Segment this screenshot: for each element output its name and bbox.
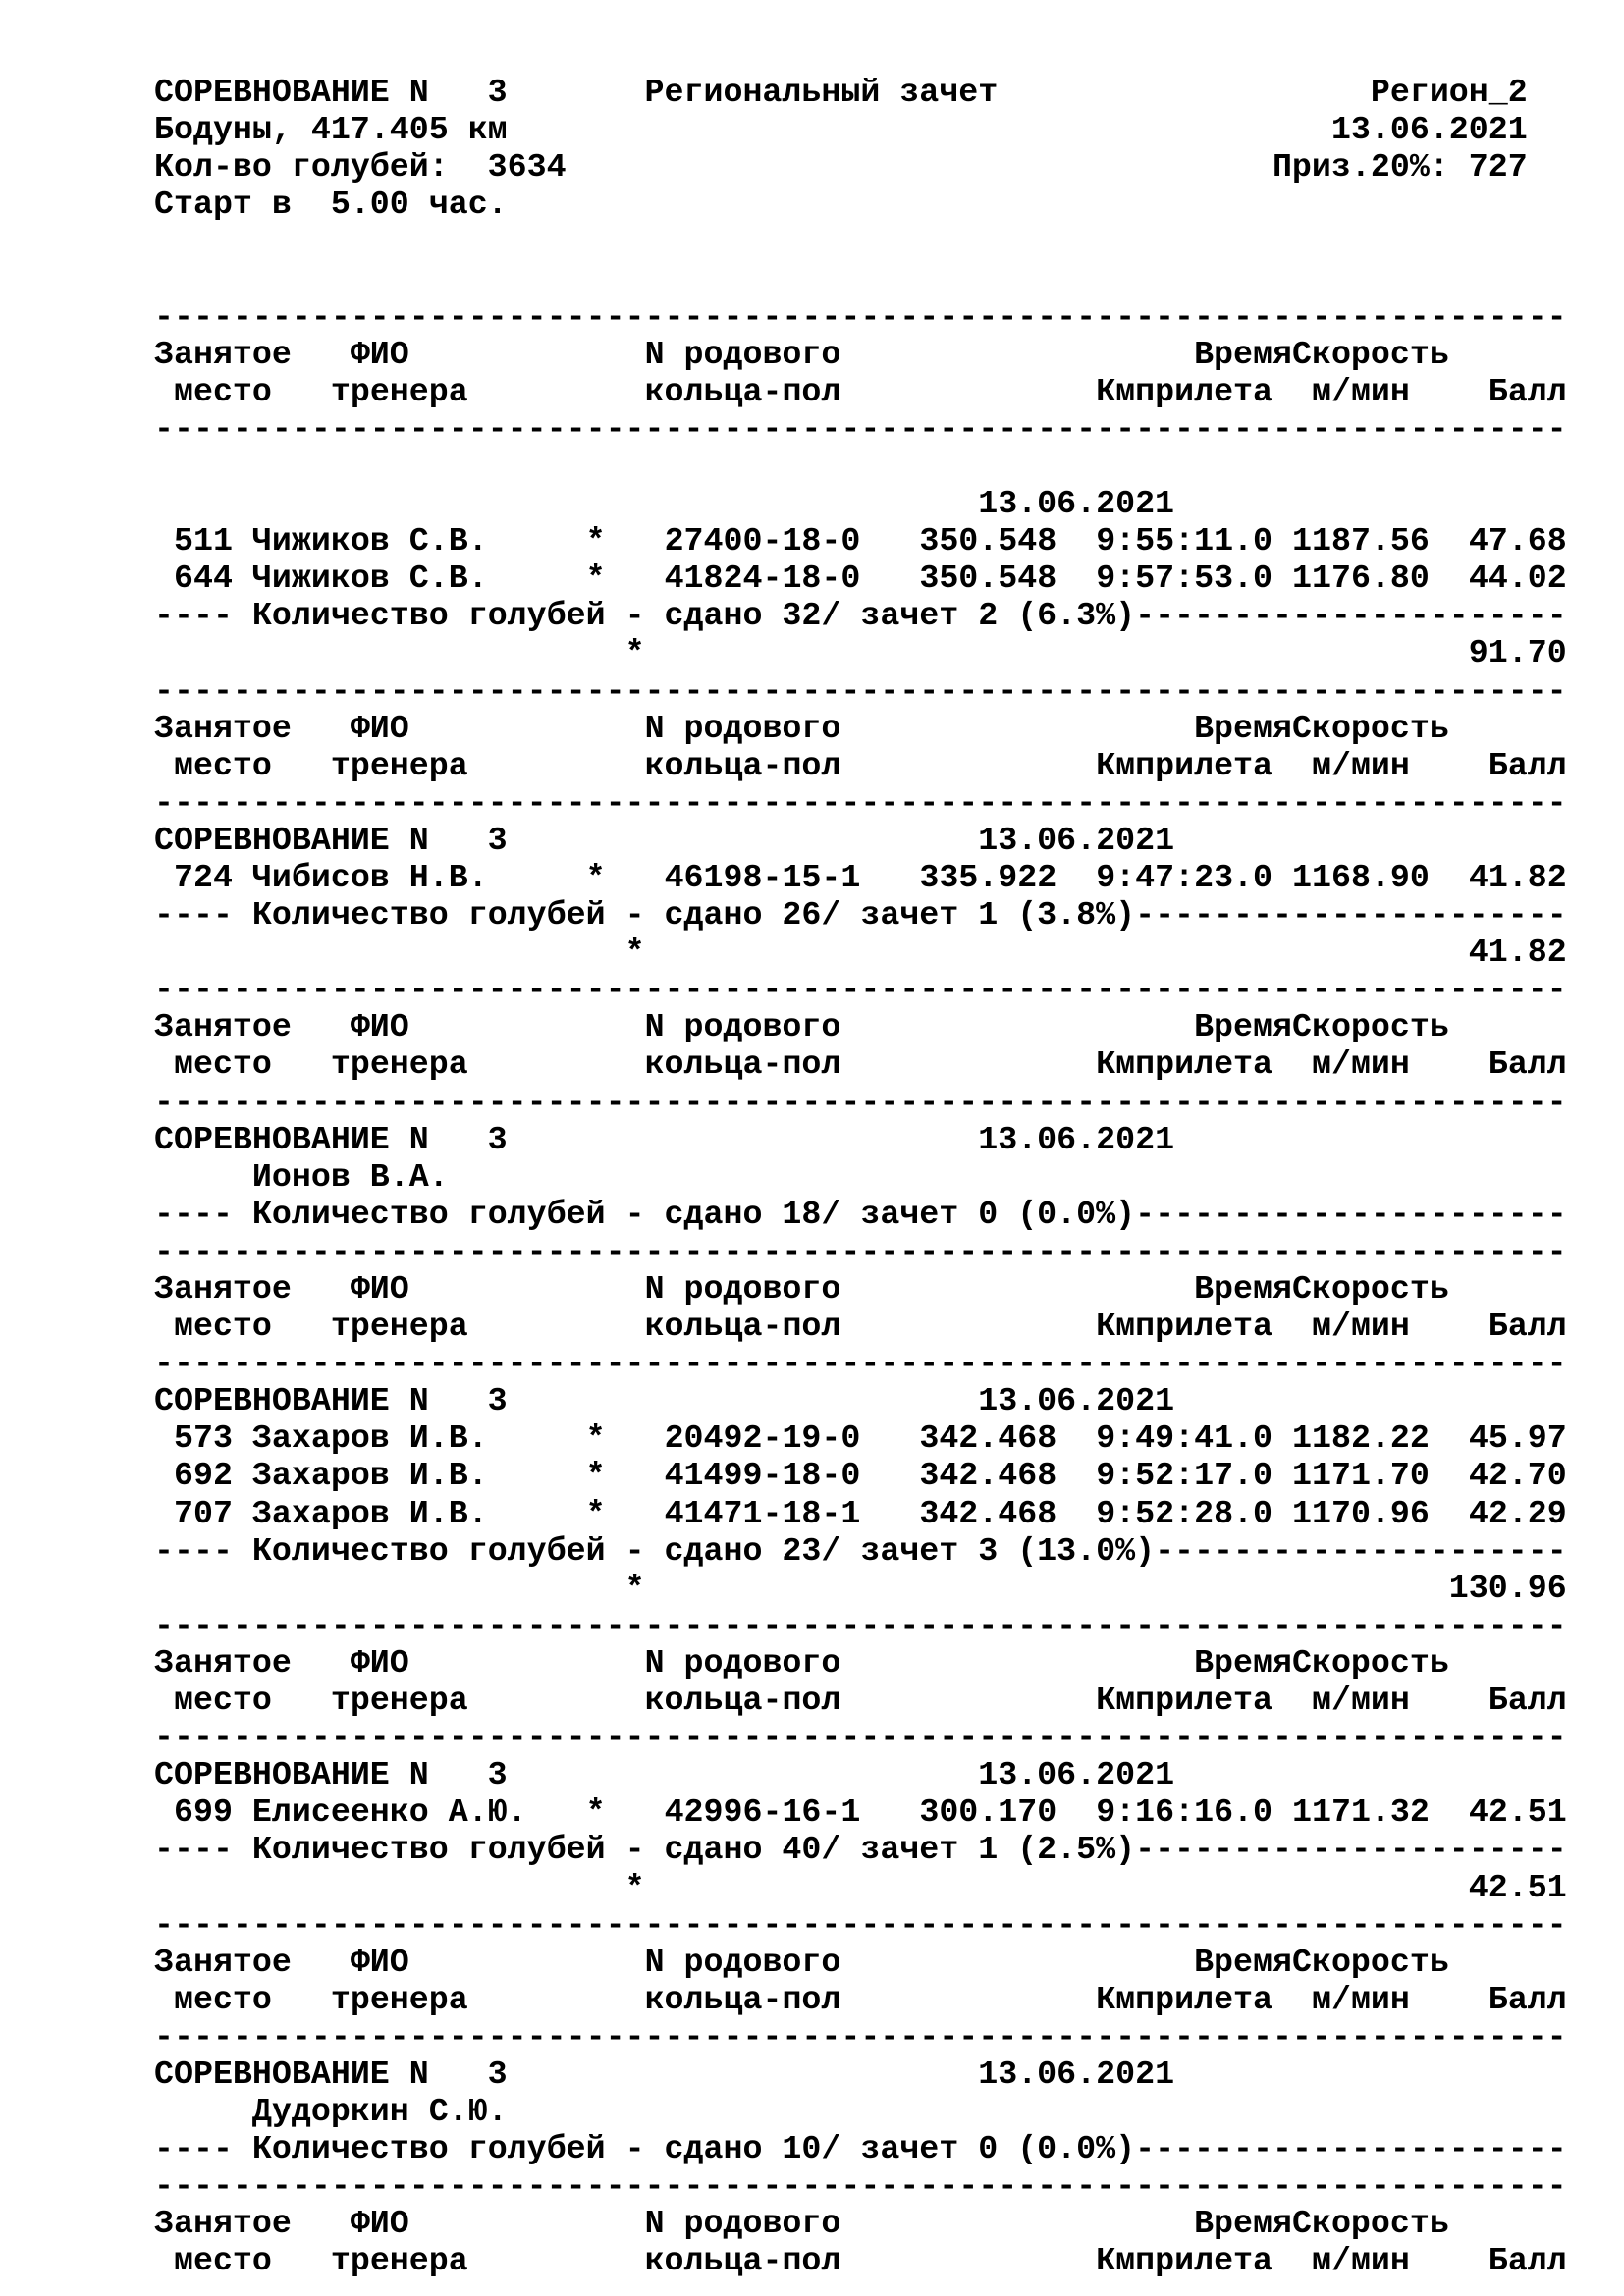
arrival-time: 9:57:53.0 [1096,560,1273,598]
result-row [154,1495,1607,1532]
speed: 1182.22 [1292,1419,1430,1458]
column-header-top [154,710,1607,747]
col-km-label: Км [1096,1682,1136,1720]
col-name-sublabel: тренера [330,1980,468,2018]
column-header-bottom [154,747,1607,784]
speed: 1171.32 [1292,1793,1430,1832]
arrival-time: 9:52:28.0 [1096,1494,1273,1532]
trainer-name: Захаров И.В. [251,1419,488,1458]
col-name-label: ФИО [350,709,409,747]
col-ring-label: N родового [644,1943,841,1981]
col-km-label: Км [1096,372,1136,410]
summary-text: Количество голубей - сдано 40/ зачет 1 (2.5%) [251,1831,1136,1869]
section-title: СОРЕВНОВАНИЕ N 3 [154,821,508,859]
col-speed-label: Скорость [1291,1270,1449,1308]
col-speed-sublabel: м/мин [1311,2242,1410,2280]
col-score-label: Балл [1488,1980,1567,2018]
rule-dashes: ------------------------------------------------------------------------ [154,1232,1567,1270]
section-total [154,634,1607,671]
dashed-rule [154,1233,1607,1270]
col-speed-sublabel: м/мин [1311,1980,1410,2018]
distance-km: 350.548 [919,522,1057,561]
col-ring-sublabel: кольца-пол [644,1682,841,1720]
blank-line [154,223,1607,260]
col-name-sublabel: тренера [330,372,468,410]
blank-line [154,260,1607,297]
scoring-type: Региональный зачет [644,74,999,111]
dashed-rule [154,2018,1607,2056]
col-time-sublabel: прилета [1135,1980,1273,2018]
col-speed-sublabel: м/мин [1311,1308,1410,1346]
col-speed-label: Скорость [1291,1008,1449,1046]
prize-info: Приз.20%: 727 [1272,148,1528,187]
col-name-label: ФИО [350,1643,409,1682]
col-time-sublabel: прилета [1135,1045,1273,1084]
section-total [154,934,1607,971]
section-date: 13.06.2021 [978,821,1175,859]
col-ring-label: N родового [644,335,841,373]
column-header-bottom [154,1981,1607,2018]
col-ring-label: N родового [644,1008,841,1046]
col-ring-sublabel: кольца-пол [644,1045,841,1084]
distance-km: 342.468 [919,1494,1057,1532]
col-name-sublabel: тренера [330,1045,468,1084]
section-header [154,1756,1607,1793]
rule-dashes: ------------------------------------------------------------------------ [154,409,1567,448]
section-date: 13.06.2021 [978,485,1175,523]
section-header [154,1382,1607,1419]
result-row [154,1419,1607,1457]
dashed-rule [154,1345,1607,1382]
col-speed-label: Скорость [1291,1943,1449,1981]
place: 573 [173,1419,233,1458]
arrival-time: 9:55:11.0 [1096,522,1273,561]
arrival-time: 9:49:41.0 [1096,1419,1273,1458]
rule-dashes: ------------------------------------------------------------------------ [154,1345,1567,1383]
mark: * [585,1457,606,1495]
summary-lead-dashes: ---- [154,1531,252,1570]
col-ring-sublabel: кольца-пол [644,746,841,784]
summary-text: Количество голубей - сдано 23/ зачет 3 (13.0%) [251,1531,1156,1570]
col-km-label: Км [1096,746,1136,784]
col-name-sublabel: тренера [330,1682,468,1720]
total-mark: * [624,1868,645,1906]
col-name-label: ФИО [350,1270,409,1308]
rule-dashes: ------------------------------------------------------------------------ [154,971,1567,1009]
col-ring-sublabel: кольца-пол [644,1980,841,2018]
col-place-sublabel: место [173,1682,272,1720]
summary-trail-dashes: ---------------------- [1135,2130,1567,2168]
summary-text: Количество голубей - сдано 18/ зачет 0 (0.0%) [251,1195,1136,1233]
speed: 1170.96 [1292,1494,1430,1532]
col-place-label: Занятое [154,709,292,747]
result-row [154,1793,1607,1831]
col-place-label: Занятое [154,2205,292,2243]
trainer-name: Захаров И.В. [251,1457,488,1495]
col-score-label: Балл [1488,1682,1567,1720]
place: 699 [173,1793,233,1832]
col-name-sublabel: тренера [330,2242,468,2280]
col-score-label: Балл [1488,2242,1567,2280]
place: 692 [173,1457,233,1495]
col-place-sublabel: место [173,1980,272,2018]
rule-dashes: ------------------------------------------------------------------------ [154,783,1567,822]
summary-trail-dashes: ---------------------- [1135,597,1567,635]
col-place-sublabel: место [173,2242,272,2280]
column-header-bottom [154,1682,1607,1719]
competition-date: 13.06.2021 [1330,111,1528,149]
dashed-rule [154,1906,1607,1944]
ring-number: 27400-18-0 [664,522,861,561]
col-time-sublabel: прилета [1135,746,1273,784]
mark: * [585,858,606,896]
distance-km: 300.170 [919,1793,1057,1832]
section-header [154,822,1607,859]
rule-dashes: ------------------------------------------------------------------------ [154,2167,1567,2206]
place: 724 [173,858,233,896]
section-date: 13.06.2021 [978,2055,1175,2093]
col-speed-label: Скорость [1291,709,1449,747]
speed: 1168.90 [1292,858,1430,896]
summary-lead-dashes: ---- [154,1831,252,1869]
summary-trail-dashes: ---------------------- [1135,896,1567,934]
summary-trail-dashes: ---------------------- [1135,1195,1567,1233]
column-header-top [154,2205,1607,2242]
dashed-rule [154,1607,1607,1644]
col-time-label: Время [1194,1943,1292,1981]
rule-dashes: ------------------------------------------------------------------------ [154,1719,1567,1757]
distance-km: 342.468 [919,1419,1057,1458]
col-place-sublabel: место [173,1045,272,1084]
score: 41.82 [1468,858,1567,896]
section-date: 13.06.2021 [978,1120,1175,1158]
ring-number: 41499-18-0 [664,1457,861,1495]
col-score-label: Балл [1488,1045,1567,1084]
distance-km: 350.548 [919,560,1057,598]
dashed-rule [154,784,1607,822]
column-header-top [154,1944,1607,1981]
section-summary [154,597,1607,634]
section-title: СОРЕВНОВАНИЕ N 3 [154,1756,508,1794]
col-place-label: Занятое [154,1270,292,1308]
blank-line [154,448,1607,485]
release-location: Бодуны, 417.405 км [154,111,508,149]
col-place-label: Занятое [154,1943,292,1981]
col-name-sublabel: тренера [330,1308,468,1346]
column-header-top [154,1008,1607,1045]
summary-trail-dashes: ---------------------- [1135,1831,1567,1869]
result-row [154,1457,1607,1494]
col-time-label: Время [1194,1008,1292,1046]
total-score: 91.70 [1468,634,1567,672]
start-time: Старт в 5.00 час. [154,186,508,224]
col-place-label: Занятое [154,1008,292,1046]
col-time-sublabel: прилета [1135,372,1273,410]
col-time-label: Время [1194,1643,1292,1682]
total-mark: * [624,1569,645,1607]
dashed-rule [154,298,1607,336]
rule-dashes: ------------------------------------------------------------------------ [154,1905,1567,1944]
col-ring-sublabel: кольца-пол [644,2242,841,2280]
trainer-name: Чижиков С.В. [251,522,488,561]
col-score-label: Балл [1488,746,1567,784]
col-speed-label: Скорость [1291,2205,1449,2243]
summary-text: Количество голубей - сдано 26/ зачет 1 (3.8%) [251,896,1136,934]
summary-lead-dashes: ---- [154,2130,252,2168]
header-line-1 [154,74,1607,111]
col-name-label: ФИО [350,1943,409,1981]
summary-lead-dashes: ---- [154,1195,252,1233]
col-km-label: Км [1096,1045,1136,1084]
summary-trail-dashes: --------------------- [1155,1531,1567,1570]
result-row [154,859,1607,896]
col-place-label: Занятое [154,335,292,373]
col-score-label: Балл [1488,372,1567,410]
col-place-sublabel: место [173,372,272,410]
rule-dashes: ------------------------------------------------------------------------ [154,1606,1567,1644]
column-header-bottom [154,2242,1607,2279]
col-time-sublabel: прилета [1135,1682,1273,1720]
trainer-name: Елисеенко А.Ю. [251,1793,527,1832]
col-ring-label: N родового [644,709,841,747]
col-name-sublabel: тренера [330,746,468,784]
section-summary [154,2130,1607,2167]
score: 45.97 [1468,1419,1567,1458]
rule-dashes: ------------------------------------------------------------------------ [154,671,1567,710]
col-time-sublabel: прилета [1135,1308,1273,1346]
dashed-rule [154,410,1607,448]
mark: * [585,1494,606,1532]
place: 511 [173,522,233,561]
column-header-top [154,336,1607,373]
col-time-label: Время [1194,709,1292,747]
section-summary [154,896,1607,934]
ring-number: 42996-16-1 [664,1793,861,1832]
rule-dashes: ------------------------------------------------------------------------ [154,297,1567,336]
score: 42.70 [1468,1457,1567,1495]
col-name-label: ФИО [350,1008,409,1046]
total-mark: * [624,634,645,672]
mark: * [585,560,606,598]
rule-dashes: ------------------------------------------------------------------------ [154,2017,1567,2056]
trainer-name-only [154,1158,1607,1196]
col-speed-label: Скорость [1291,1643,1449,1682]
col-speed-sublabel: м/мин [1311,372,1410,410]
total-score: 42.51 [1468,1868,1567,1906]
col-ring-label: N родового [644,2205,841,2243]
rule-dashes: ------------------------------------------------------------------------ [154,1083,1567,1121]
distance-km: 342.468 [919,1457,1057,1495]
score: 42.29 [1468,1494,1567,1532]
col-ring-label: N родового [644,1643,841,1682]
section-total [154,1869,1607,1906]
col-name-label: ФИО [350,335,409,373]
col-ring-sublabel: кольца-пол [644,372,841,410]
results-document [154,74,1607,2280]
column-header-top [154,1270,1607,1308]
mark: * [585,1419,606,1458]
col-place-sublabel: место [173,746,272,784]
summary-lead-dashes: ---- [154,896,252,934]
col-speed-sublabel: м/мин [1311,1045,1410,1084]
header-line-4 [154,186,1607,223]
competition-title: СОРЕВНОВАНИЕ N 3 [154,74,508,111]
ring-number: 20492-19-0 [664,1419,861,1458]
speed: 1176.80 [1292,560,1430,598]
section-summary [154,1532,1607,1570]
section-header [154,2056,1607,2093]
col-ring-sublabel: кольца-пол [644,1308,841,1346]
col-place-label: Занятое [154,1643,292,1682]
place: 644 [173,560,233,598]
distance-km: 335.922 [919,858,1057,896]
summary-text: Количество голубей - сдано 10/ зачет 0 (0.0%) [251,2130,1136,2168]
region-name: Регион_2 [1370,74,1528,111]
dashed-rule [154,1719,1607,1756]
section-summary [154,1831,1607,1868]
trainer-name-only [154,2093,1607,2130]
section-date: 13.06.2021 [978,1382,1175,1420]
score: 42.51 [1468,1793,1567,1832]
col-time-sublabel: прилета [1135,2242,1273,2280]
col-ring-label: N родового [644,1270,841,1308]
arrival-time: 9:16:16.0 [1096,1793,1273,1832]
total-score: 41.82 [1468,934,1567,972]
section-title: СОРЕВНОВАНИЕ N 3 [154,1382,508,1420]
col-speed-sublabel: м/мин [1311,1682,1410,1720]
col-km-label: Км [1096,2242,1136,2280]
result-row [154,560,1607,597]
header-line-2 [154,111,1607,148]
result-row [154,522,1607,560]
header-line-3 [154,148,1607,186]
dashed-rule [154,1084,1607,1121]
summary-text: Количество голубей - сдано 32/ зачет 2 (6.3%) [251,597,1136,635]
speed: 1187.56 [1292,522,1430,561]
section-title: СОРЕВНОВАНИЕ N 3 [154,1120,508,1158]
column-header-top [154,1644,1607,1682]
section-total [154,1570,1607,1607]
pigeon-count: Кол-во голубей: 3634 [154,148,567,187]
mark: * [585,1793,606,1832]
ring-number: 41471-18-1 [664,1494,861,1532]
col-speed-sublabel: м/мин [1311,746,1410,784]
place: 707 [173,1494,233,1532]
score: 47.68 [1468,522,1567,561]
section-date: 13.06.2021 [978,1756,1175,1794]
section-summary [154,1196,1607,1233]
trainer-name: Чижиков С.В. [251,560,488,598]
trainer-name: Чибисов Н.В. [251,858,488,896]
dashed-rule [154,2167,1607,2205]
col-place-sublabel: место [173,1308,272,1346]
column-header-bottom [154,1045,1607,1083]
speed: 1171.70 [1292,1457,1430,1495]
arrival-time: 9:47:23.0 [1096,858,1273,896]
trainer-name: Дудоркин С.Ю. [251,2093,508,2131]
ring-number: 46198-15-1 [664,858,861,896]
col-name-label: ФИО [350,2205,409,2243]
col-time-label: Время [1194,335,1292,373]
col-km-label: Км [1096,1308,1136,1346]
score: 44.02 [1468,560,1567,598]
arrival-time: 9:52:17.0 [1096,1457,1273,1495]
col-km-label: Км [1096,1980,1136,2018]
section-header [154,485,1607,522]
mark: * [585,522,606,561]
dashed-rule [154,672,1607,710]
trainer-name: Захаров И.В. [251,1494,488,1532]
col-time-label: Время [1194,1270,1292,1308]
total-score: 130.96 [1448,1569,1567,1607]
column-header-bottom [154,373,1607,410]
col-time-label: Время [1194,2205,1292,2243]
col-speed-label: Скорость [1291,335,1449,373]
column-header-bottom [154,1308,1607,1345]
section-title: СОРЕВНОВАНИЕ N 3 [154,2055,508,2093]
ring-number: 41824-18-0 [664,560,861,598]
total-mark: * [624,934,645,972]
summary-lead-dashes: ---- [154,597,252,635]
section-header [154,1121,1607,1158]
trainer-name: Ионов В.А. [251,1157,449,1196]
dashed-rule [154,971,1607,1008]
col-score-label: Балл [1488,1308,1567,1346]
